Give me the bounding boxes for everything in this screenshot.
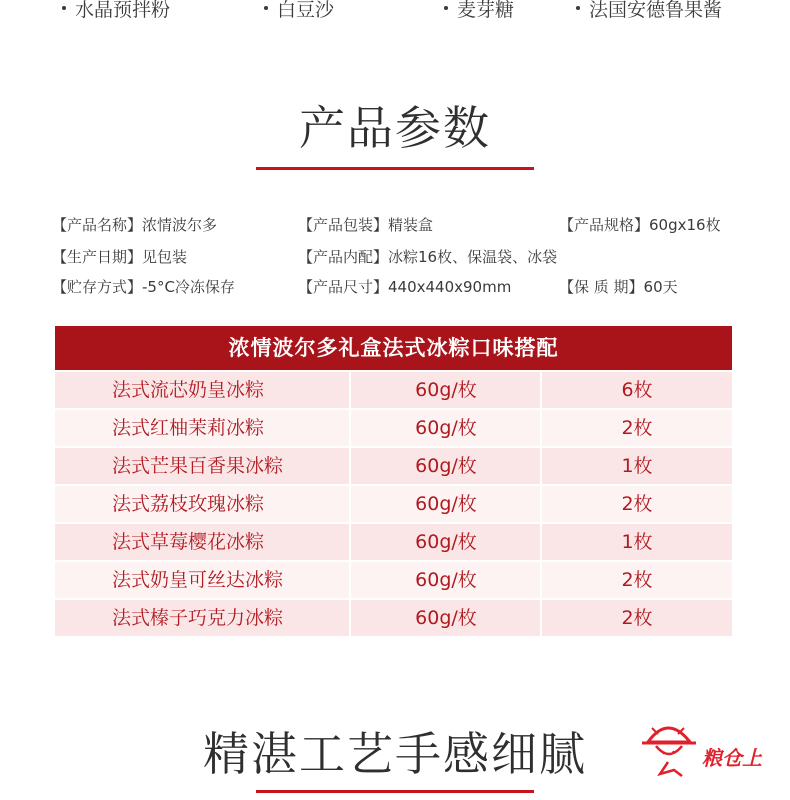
table-row <box>55 600 732 636</box>
title-divider <box>256 167 534 170</box>
flavor-weight: 60g/枚 <box>415 531 477 553</box>
bullet-icon <box>444 6 448 10</box>
param-package: 【产品包装】精装盒 <box>298 216 434 234</box>
flavor-weight: 60g/枚 <box>415 607 477 629</box>
bullet-icon <box>264 6 268 10</box>
params-section-title: 产品参数 <box>299 101 491 155</box>
table-row <box>55 372 732 408</box>
param-spec: 【产品规格】60gx16枚 <box>559 216 721 234</box>
param-shelf-life: 【保 质 期】60天 <box>559 278 678 296</box>
param-size: 【产品尺寸】440x440x90mm <box>298 278 512 296</box>
flavor-table <box>55 326 732 636</box>
ingredient-item: 麦芽糖 <box>444 0 514 22</box>
flavor-weight: 60g/枚 <box>415 493 477 515</box>
flavor-name: 法式榛子巧克力冰粽 <box>112 607 284 629</box>
ingredient-list <box>0 0 790 22</box>
table-row <box>55 448 732 484</box>
flavor-name: 法式草莓樱花冰粽 <box>112 531 265 553</box>
ingredient-item: 法国安德鲁果酱 <box>576 0 722 22</box>
flavor-weight: 60g/枚 <box>415 379 477 401</box>
flavor-count: 1枚 <box>621 455 653 477</box>
watermark-logo <box>638 716 788 780</box>
table-row <box>55 524 732 560</box>
flavor-count: 2枚 <box>621 493 653 515</box>
flavor-count: 1枚 <box>621 531 653 553</box>
param-storage: 【贮存方式】-5°C冷冻保存 <box>52 278 235 296</box>
table-row <box>55 410 732 446</box>
ingredient-item: 水晶预拌粉 <box>62 0 170 22</box>
flavor-weight: 60g/枚 <box>415 569 477 591</box>
flavor-name: 法式荔枝玫瑰冰粽 <box>112 493 265 515</box>
flavor-name: 法式流芯奶皇冰粽 <box>112 379 265 401</box>
param-production-date: 【生产日期】见包装 <box>52 248 188 266</box>
craft-section-title: 精湛工艺手感细腻 <box>203 727 587 781</box>
flavor-name: 法式奶皇可丝达冰粽 <box>112 569 284 591</box>
table-row <box>55 486 732 522</box>
watermark-text: 粮仓上 <box>702 746 762 770</box>
ingredient-item: 白豆沙 <box>264 0 334 22</box>
flavor-name: 法式芒果百香果冰粽 <box>112 455 284 477</box>
flavor-weight: 60g/枚 <box>415 417 477 439</box>
flavor-table-title: 浓情波尔多礼盒法式冰粽口味搭配 <box>55 326 732 370</box>
bullet-icon <box>576 6 580 10</box>
flavor-count: 2枚 <box>621 417 653 439</box>
table-row <box>55 562 732 598</box>
bullet-icon <box>62 6 66 10</box>
flavor-count: 2枚 <box>621 607 653 629</box>
flavor-name: 法式红柚茉莉冰粽 <box>112 417 265 439</box>
flavor-weight: 60g/枚 <box>415 455 477 477</box>
flavor-count: 2枚 <box>621 569 653 591</box>
flavor-count: 6枚 <box>621 379 653 401</box>
param-contents: 【产品内配】冰粽16枚、保温袋、冰袋 <box>298 248 558 266</box>
title-divider <box>256 790 534 793</box>
param-name: 【产品名称】浓情波尔多 <box>52 216 218 234</box>
